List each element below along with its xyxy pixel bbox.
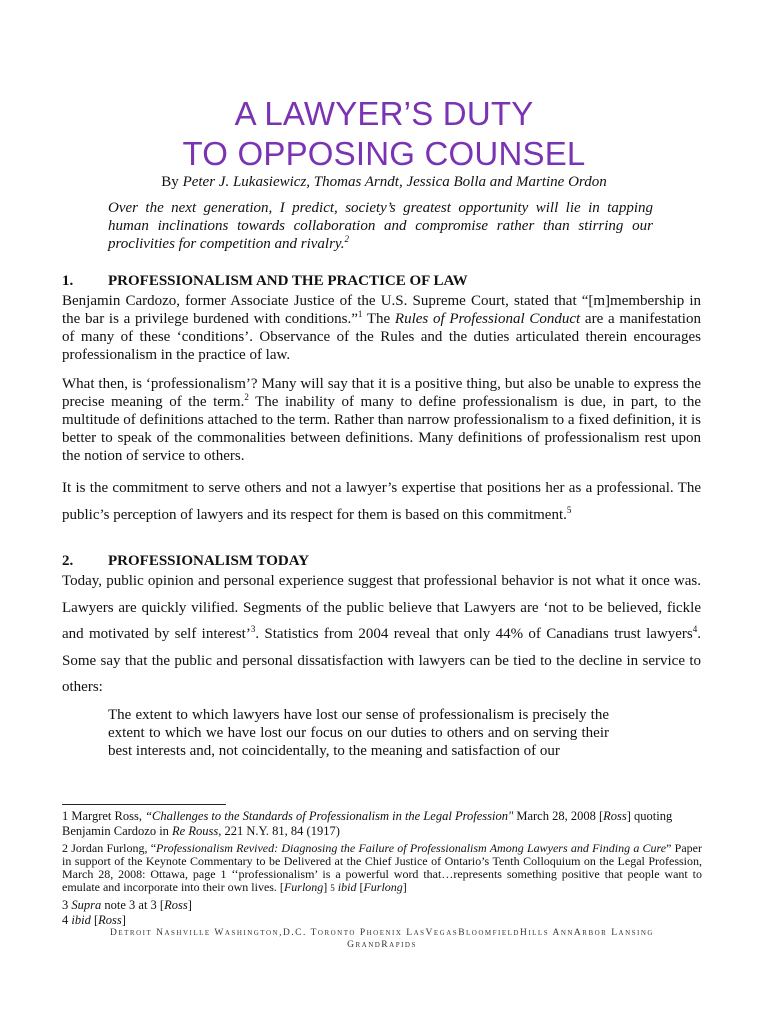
section-2-title: PROFESSIONALISM TODAY bbox=[108, 553, 310, 569]
section-1-paragraph-3 bbox=[62, 475, 701, 528]
fn2-text-c: ] bbox=[323, 880, 331, 894]
fn1-case: Re Rouss bbox=[172, 824, 219, 838]
s2p1-ref-1[interactable]: 3 bbox=[250, 624, 256, 634]
fn3-text-c: ] bbox=[187, 898, 192, 912]
fn4-text-b: [ bbox=[90, 913, 99, 927]
section-1-number: 1. bbox=[62, 273, 74, 289]
footer-offices-line-2: GrandRapids bbox=[347, 940, 417, 950]
fn2-furlong-2: Furlong bbox=[363, 880, 403, 894]
s1p2-ref[interactable]: 2 bbox=[244, 392, 249, 402]
section-1-heading bbox=[62, 273, 468, 290]
s2p1-text-b: . Statistics from 2004 reveal that only 44% of Canadians trust lawyers bbox=[255, 626, 693, 642]
section-1-paragraph-1 bbox=[62, 292, 701, 364]
byline bbox=[0, 174, 768, 191]
epigraph-text: Over the next generation, I predict, society’s greatest opportunity will lie in tapping human inclinations towards collaboration and compromise rather than stirring our proclivities for competition and rivalry. bbox=[108, 200, 653, 252]
section-2-number: 2. bbox=[62, 553, 74, 569]
s1p1-text-b: The bbox=[362, 311, 395, 327]
epigraph bbox=[108, 199, 653, 253]
fn1-ross: Ross bbox=[603, 809, 627, 823]
s2p1-text-c: . Some say that the public and personal dissatisfaction with lawyers can be tied to the decline in service to others: bbox=[62, 626, 701, 695]
fn1-text-b: March 28, 2008 [ bbox=[513, 809, 604, 823]
fn3-text-a: 3 bbox=[62, 898, 72, 912]
fn1-text-a: 1 Margret Ross, bbox=[62, 809, 146, 823]
footer-offices-line-1: Detroit Nashville Washington,D.C. Toronto Phoenix LasVegasBloomfieldHills AnnArbor Lansing bbox=[110, 928, 654, 938]
epigraph-ref[interactable]: 2 bbox=[344, 234, 349, 244]
footnote-divider bbox=[62, 804, 226, 805]
fn3-text-b: note 3 at 3 [ bbox=[101, 898, 165, 912]
s1p1-text-c: are a manifestation of many of these ‘conditions’. Observance of the Rules and the duties articulated therein encourages professionalism in the practice of law. bbox=[62, 311, 701, 363]
s1p2-text-b: The inability of many to define professionalism is due, in part, to the multitude of definitions attached to the term. Rather than narrow professionalism to a fixed definition, it is better to speak of the commonalities between definitions. Many definitions of professionalism rest upon the notion of service to others. bbox=[62, 394, 701, 464]
footnote-4 bbox=[62, 913, 702, 928]
fn2-text-d: [ bbox=[356, 880, 364, 894]
fn2-text-a: 2 Jordan Furlong, “ bbox=[62, 841, 157, 855]
fn1-text-c: ] quoting Benjamin Cardozo in bbox=[62, 809, 673, 838]
s1p1-italic: Rules of Professional Conduct bbox=[394, 311, 581, 327]
fn4-ibid: ibid bbox=[71, 913, 91, 927]
fn2-italic: Professionalism Revived: Diagnosing the Failure of Professionalism Among Lawyers and Finding a Cure bbox=[156, 841, 667, 855]
footnote-1 bbox=[62, 809, 702, 839]
fn4-text-c: ] bbox=[121, 913, 126, 927]
fn2-text-b: ” Paper in support of the Keynote Commentary to be Delivered at the Chief Justice of Ontario’s Tenth Colloquium on the Legal Profession, March 28, 2008: Ottawa, page 1 ‘‘professionalism’ is a powerful word that…represents something positive that people want to emulate and incorporate into their own lives. [ bbox=[62, 841, 702, 894]
fn1-italic: “Challenges to the Standards of Professionalism in the Legal Profession" bbox=[145, 809, 514, 823]
s2p1-text-a: Today, public opinion and personal experience suggest that professional behavior is not what it once was. Lawyers are quickly vilified. Segments of the public believe that Lawyers are ‘not to be believed, fickle and motivated by self interest’ bbox=[62, 573, 701, 642]
section-1-title: PROFESSIONALISM AND THE PRACTICE OF LAW bbox=[108, 273, 468, 289]
section-2-paragraph-1 bbox=[62, 568, 701, 701]
footnote-2 bbox=[62, 842, 702, 895]
fn4-text-a: 4 bbox=[62, 913, 72, 927]
block-quote: The extent to which lawyers have lost our sense of professionalism is precisely the extent to which we have lost our focus on our duties to others and on serving their best interests and, not coincidentally, to the meaning and satisfaction of our bbox=[108, 707, 609, 759]
fn2-furlong: Furlong bbox=[283, 880, 324, 894]
fn4-ross: Ross bbox=[98, 913, 122, 927]
fn3-ross: Ross bbox=[164, 898, 188, 912]
s1p3-ref[interactable]: 5 bbox=[566, 504, 572, 515]
footnote-3 bbox=[62, 898, 702, 913]
s1p2-text-a: What then, is ‘professionalism’? Many will say that it is a positive thing, but also be unable to express the precise meaning of the term. bbox=[62, 376, 701, 410]
fn1-text-d: , 221 N.Y. 81, 84 (1917) bbox=[218, 824, 340, 838]
fn3-supra: Supra bbox=[71, 898, 102, 912]
byline-authors: Peter J. Lukasiewicz, Thomas Arndt, Jessica Bolla and Martine Ordon bbox=[182, 174, 607, 190]
fn2-five: 5 bbox=[330, 883, 335, 893]
fn2-text-e: ] bbox=[402, 880, 407, 894]
s1p1-ref[interactable]: 1 bbox=[357, 309, 363, 319]
fn2-ibid: ibid bbox=[334, 880, 357, 894]
title-line-1: A LAWYER’S DUTY bbox=[234, 95, 534, 132]
byline-prefix: By bbox=[161, 174, 183, 190]
s2p1-ref-2[interactable]: 4 bbox=[692, 624, 698, 634]
section-1-paragraph-2 bbox=[62, 375, 701, 465]
s1p3-text-a: It is the commitment to serve others and not a lawyer’s expertise that positions her as a professional. The public’s perception of lawyers and its respect for them is based on this commitment. bbox=[62, 480, 701, 523]
title-line-2: TO OPPOSING COUNSEL bbox=[182, 135, 586, 172]
s1p1-text-a: Benjamin Cardozo, former Associate Justice of the U.S. Supreme Court, stated that “[m]membership in the bar is a privilege burdened with conditions.” bbox=[62, 293, 701, 327]
